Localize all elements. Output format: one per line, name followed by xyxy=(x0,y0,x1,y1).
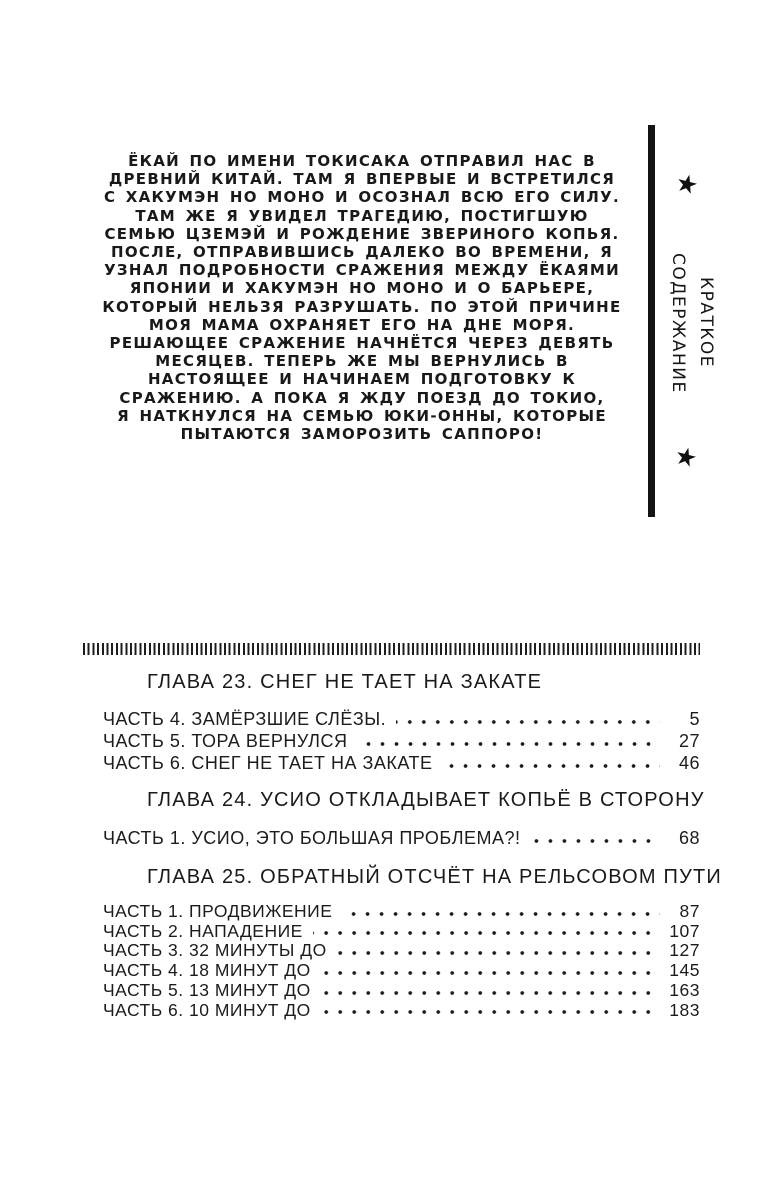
summary-line: ЯПОНИИ И ХАКУМЭН НО МОНО И О БАРЬЕРЕ, xyxy=(129,279,595,298)
dot-leader xyxy=(396,720,660,724)
chapter-parts-group xyxy=(83,902,700,1020)
chapter-heading: ГЛАВА 23. СНЕГ НЕ ТАЕТ НА ЗАКАТЕ xyxy=(147,671,543,693)
sidebar-section-label xyxy=(664,241,720,405)
part-page-number: 87 xyxy=(679,901,700,921)
summary-line: ТАМ ЖЕ Я УВИДЕЛ ТРАГЕДИЮ, ПОСТИГШУЮ xyxy=(135,206,589,225)
sidebar-vertical-rule xyxy=(648,125,655,517)
part-title: ЧАСТЬ 4. ЗАМЁРЗШИЕ СЛЁЗЫ. xyxy=(103,709,387,729)
summary-line: МЕСЯЦЕВ. ТЕПЕРЬ ЖЕ МЫ ВЕРНУЛИСЬ В xyxy=(155,352,569,371)
summary-line: РЕШАЮЩЕЕ СРАЖЕНИЕ НАЧНЁТСЯ ЧЕРЕЗ ДЕВЯТЬ xyxy=(109,334,615,353)
table-of-contents xyxy=(83,643,722,1020)
part-title: ЧАСТЬ 1. ПРОДВИЖЕНИЕ xyxy=(103,901,333,921)
summary-line: ДРЕВНИЙ КИТАЙ. ТАМ Я ВПЕРВЫЕ И ВСТРЕТИЛСЯ xyxy=(108,170,616,189)
summary-line: С ХАКУМЭН НО МОНО И ОСОЗНАЛ ВСЮ ЕГО СИЛУ. xyxy=(103,188,621,207)
part-page-number: 27 xyxy=(678,731,700,751)
toc-part-row xyxy=(103,730,700,752)
dot-leader xyxy=(442,764,660,768)
part-title: ЧАСТЬ 6. СНЕГ НЕ ТАЕТ НА ЗАКАТЕ xyxy=(103,753,433,773)
part-title: ЧАСТЬ 2. НАПАДЕНИЕ xyxy=(103,920,303,941)
summary-line: Я НАТКНУЛСЯ НА СЕМЬЮ ЮКИ-ОННЫ, КОТОРЫЕ xyxy=(117,406,607,425)
part-page-number: 68 xyxy=(678,828,700,848)
dot-leader xyxy=(321,991,660,995)
toc-part-row xyxy=(103,902,700,922)
dot-leader xyxy=(321,971,660,975)
toc-part-row xyxy=(103,708,700,730)
toc-part-row xyxy=(103,1001,700,1021)
part-page-number: 46 xyxy=(678,753,700,773)
chapter-heading: ГЛАВА 24. УСИО ОТКЛАДЫВАЕТ КОПЬЁ В СТОРОНУ xyxy=(147,789,705,811)
summary-line: ЁКАЙ ПО ИМЕНИ ТОКИСАКА ОТПРАВИЛ НАС В xyxy=(128,152,596,170)
chapter-heading: ГЛАВА 25. ОБРАТНЫЙ ОТСЧЁТ НА РЕЛЬСОВОМ ПУТИ xyxy=(147,866,722,888)
dot-leader xyxy=(342,912,660,916)
toc-part-row xyxy=(103,941,700,961)
star-icon: ★ xyxy=(671,440,701,474)
dot-leader xyxy=(358,742,661,746)
part-page-number: 163 xyxy=(669,979,700,1000)
divider-barcode xyxy=(83,643,700,655)
chapter-parts-group xyxy=(83,708,700,774)
part-page-number: 107 xyxy=(669,920,700,941)
summary-line: ПЫТАЮТСЯ ЗАМОРОЗИТЬ САППОРО! xyxy=(180,425,544,444)
star-icon: ★ xyxy=(672,167,702,201)
sidebar-label-line: КРАТКОЕ xyxy=(696,277,716,369)
volume-summary xyxy=(76,152,648,443)
dot-leader xyxy=(531,839,660,843)
part-page-number: 145 xyxy=(669,960,700,981)
toc-part-row xyxy=(103,922,700,942)
dot-leader xyxy=(337,951,660,955)
summary-line: СЕМЬЮ ЦЗЕМЭЙ И РОЖДЕНИЕ ЗВЕРИНОГО КОПЬЯ. xyxy=(104,224,620,243)
toc-part-row xyxy=(103,981,700,1001)
summary-line: МОЯ МАМА ОХРАНЯЕТ ЕГО НА ДНЕ МОРЯ. xyxy=(148,315,576,334)
toc-part-row xyxy=(103,961,700,981)
dot-leader xyxy=(313,931,660,935)
summary-line: НАСТОЯЩЕЕ И НАЧИНАЕМ ПОДГОТОВКУ К xyxy=(147,370,577,389)
summary-line: ПОСЛЕ, ОТПРАВИВШИСЬ ДАЛЕКО ВО ВРЕМЕНИ, Я xyxy=(111,243,613,262)
toc-part-row xyxy=(103,752,700,774)
summary-line: СРАЖЕНИЮ. А ПОКА Я ЖДУ ПОЕЗД ДО ТОКИО, xyxy=(119,388,605,407)
chapter-parts-group xyxy=(83,827,700,849)
part-page-number: 127 xyxy=(669,940,700,961)
part-title: ЧАСТЬ 1. УСИО, ЭТО БОЛЬШАЯ ПРОБЛЕМА?! xyxy=(103,828,521,848)
summary-line: УЗНАЛ ПОДРОБНОСТИ СРАЖЕНИЯ МЕЖДУ ЁКАЯМИ xyxy=(104,261,620,280)
part-title: ЧАСТЬ 5. ТОРА ВЕРНУЛСЯ xyxy=(103,731,348,751)
summary-line: КОТОРЫЙ НЕЛЬЗЯ РАЗРУШАТЬ. ПО ЭТОЙ ПРИЧИНЕ xyxy=(102,297,622,316)
toc-part-row xyxy=(103,827,700,849)
part-title: ЧАСТЬ 6. 10 МИНУТ ДО xyxy=(103,999,311,1020)
part-title: ЧАСТЬ 4. 18 МИНУТ ДО xyxy=(103,960,311,981)
part-title: ЧАСТЬ 3. 32 МИНУТЫ ДО xyxy=(103,940,327,961)
dot-leader xyxy=(321,1010,660,1014)
part-title: ЧАСТЬ 5. 13 МИНУТ ДО xyxy=(103,979,311,1000)
part-page-number: 5 xyxy=(689,709,700,729)
part-page-number: 183 xyxy=(669,999,700,1020)
sidebar-label-line: СОДЕРЖАНИЕ xyxy=(668,252,688,394)
